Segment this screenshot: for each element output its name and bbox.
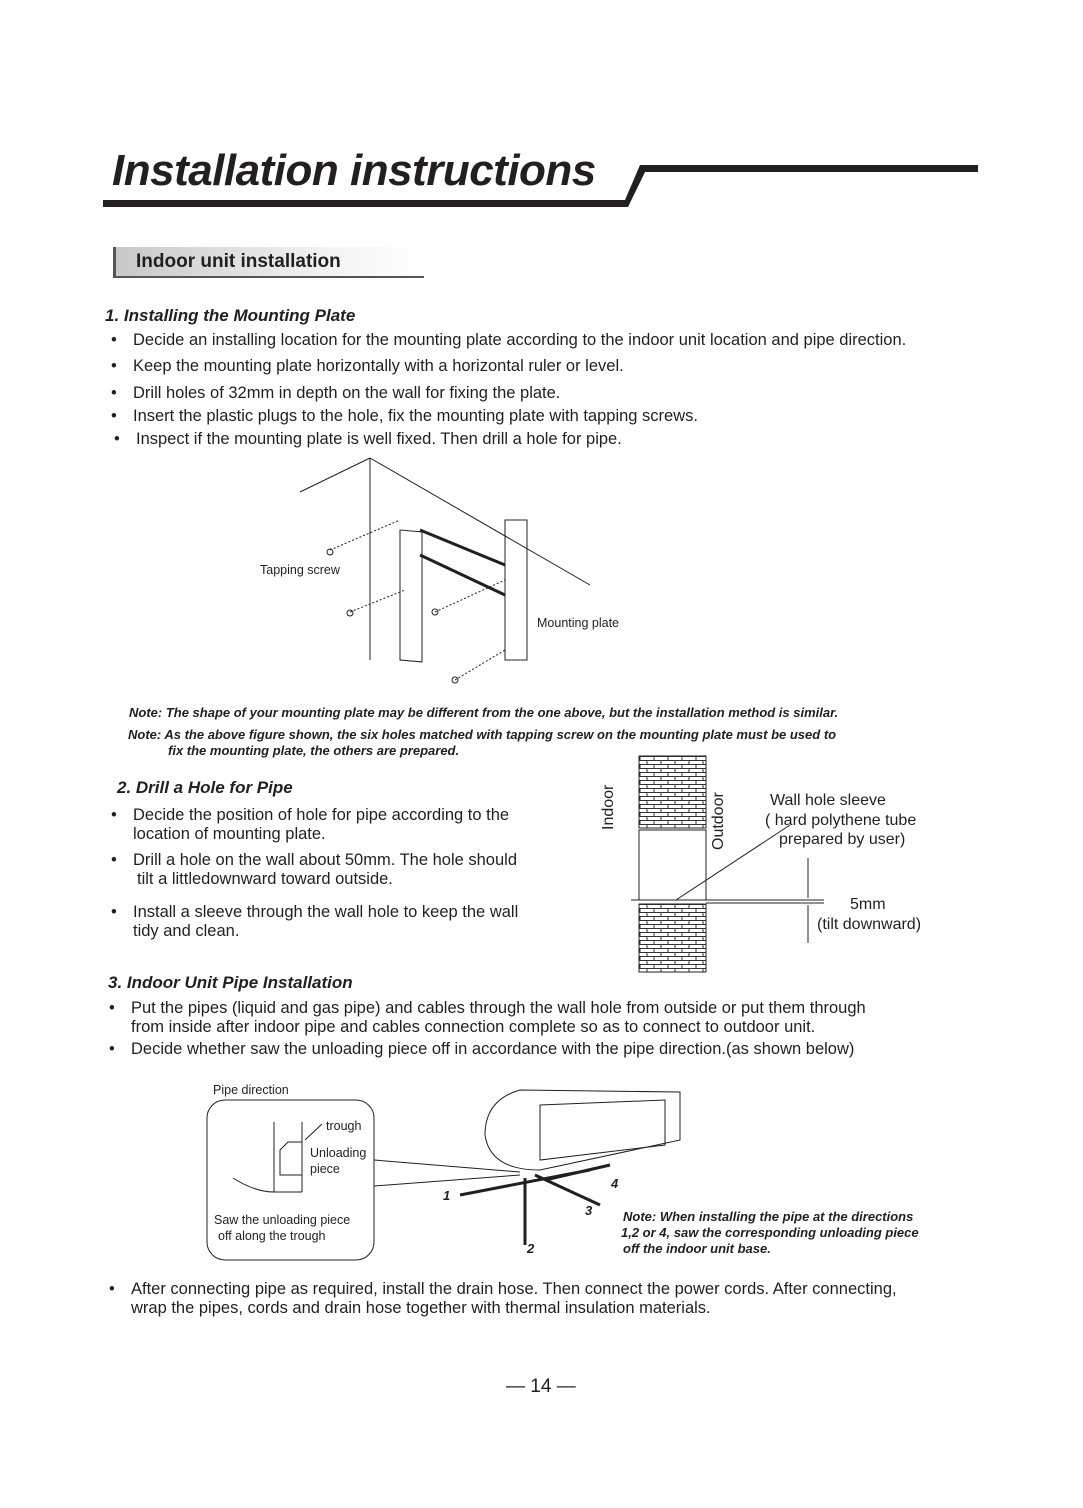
label-tilt: 5mm xyxy=(850,896,886,913)
bullet: • Drill a hole on the wall about 50mm. The hole should xyxy=(133,850,517,870)
label-mounting-plate: Mounting plate xyxy=(537,616,620,630)
label-unloading: Unloading xyxy=(310,1146,367,1160)
label-indoor: Indoor xyxy=(600,784,617,830)
bullet: • Put the pipes (liquid and gas pipe) and cables through the wall hole from outside or put them through xyxy=(131,998,866,1018)
label-sleeve: prepared by user) xyxy=(779,831,906,848)
bullet-cont: tilt a littledownward toward outside. xyxy=(137,870,393,888)
label-outdoor: Outdoor xyxy=(710,792,727,850)
label-saw: off along the trough xyxy=(218,1229,326,1243)
label-tilt: (tilt downward) xyxy=(817,916,922,933)
section-header xyxy=(113,247,424,278)
bullet: • Insert the plastic plugs to the hole, fix the mounting plate with tapping screws. xyxy=(133,406,698,426)
direction-3: 3 xyxy=(585,1203,593,1218)
mounting-plate-figure xyxy=(300,458,590,683)
bullet: • Install a sleeve through the wall hole to keep the wall xyxy=(133,902,518,922)
direction-2: 2 xyxy=(527,1241,535,1256)
label-sleeve: ( hard polythene tube xyxy=(765,812,917,829)
bullet: • Decide an installing location for the mounting plate according to the indoor unit location and pipe direction. xyxy=(133,330,906,350)
label-piece: piece xyxy=(310,1162,340,1176)
section-title: Indoor unit installation xyxy=(136,251,341,272)
label-saw: Saw the unloading piece xyxy=(214,1213,351,1227)
bullet: • Decide the position of hole for pipe according to the xyxy=(133,805,509,825)
heading-pipe-installation: 3. Indoor Unit Pipe Installation xyxy=(108,973,353,992)
bullet-cont: wrap the pipes, cords and drain hose together with thermal insulation materials. xyxy=(131,1299,711,1317)
bullet: • Keep the mounting plate horizontally with a horizontal ruler or level. xyxy=(133,356,624,376)
bullet-cont: from inside after indoor pipe and cables connection complete so as to connect to outdoor unit. xyxy=(131,1018,816,1036)
label-trough: trough xyxy=(326,1119,362,1133)
label-pipe-direction: Pipe direction xyxy=(213,1083,289,1097)
note: Note: The shape of your mounting plate may be different from the one above, but the installation method is similar. xyxy=(129,705,839,720)
wall-hole-figure xyxy=(631,756,824,972)
label-sleeve: Wall hole sleeve xyxy=(770,792,886,809)
page-title: Installation instructions xyxy=(112,146,596,195)
heading-mounting-plate: 1. Installing the Mounting Plate xyxy=(105,306,356,325)
heading-drill-hole: 2. Drill a Hole for Pipe xyxy=(117,778,293,797)
note: 1,2 or 4, saw the corresponding unloading piece xyxy=(621,1225,919,1240)
bullet: • Inspect if the mounting plate is well fixed. Then drill a hole for pipe. xyxy=(136,429,622,449)
note: off the indoor unit base. xyxy=(623,1241,771,1256)
note: fix the mounting plate, the others are prepared. xyxy=(168,743,460,758)
bullet: • After connecting pipe as required, install the drain hose. Then connect the power cords. After connecting, xyxy=(131,1279,897,1299)
bullet: • Drill holes of 32mm in depth on the wall for fixing the plate. xyxy=(133,383,560,403)
note: Note: As the above figure shown, the six holes matched with tapping screw on the mounting plate must be used to xyxy=(128,727,837,742)
label-tapping-screw: Tapping screw xyxy=(260,563,340,577)
note: Note: When installing the pipe at the directions xyxy=(623,1209,914,1224)
bullet-cont: location of mounting plate. xyxy=(133,825,326,843)
bullet: • Decide whether saw the unloading piece off in accordance with the pipe direction.(as shown below) xyxy=(131,1039,854,1059)
bullet-cont: tidy and clean. xyxy=(133,922,240,940)
page-number-value: 14 xyxy=(530,1376,552,1397)
direction-4: 4 xyxy=(611,1176,619,1191)
page-number: — 14 — xyxy=(506,1376,576,1397)
direction-1: 1 xyxy=(443,1188,451,1203)
